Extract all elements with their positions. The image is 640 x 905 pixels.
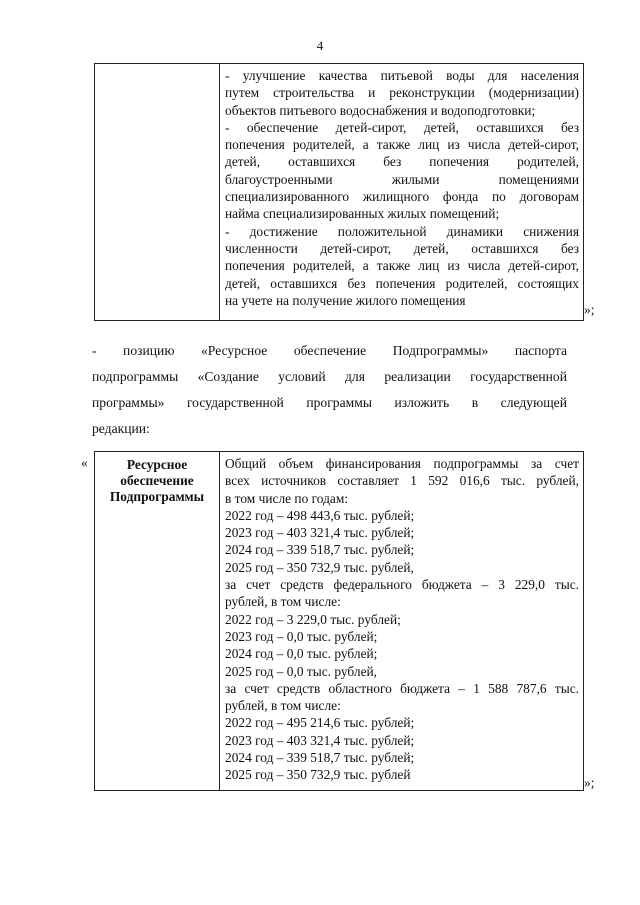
- resource-label-line: Подпрограммы: [109, 489, 205, 504]
- goals-text-line: найма специализированных жилых помещений;: [225, 206, 500, 222]
- goals-text-line: - обеспечение детей-сирот, детей, оставшихся без: [225, 119, 579, 135]
- paragraph-line: программы» государственной программы изложить в следующей: [92, 395, 567, 410]
- goals-text-line: - улучшение качества питьевой воды для населения: [225, 68, 579, 83]
- resource-text-line: 2023 год – 0,0 тыс. рублей;: [225, 628, 378, 644]
- resource-label-line: обеспечение: [120, 473, 194, 488]
- goals-text-line: специализированного жилищного фонда по договорам: [225, 189, 579, 205]
- resource-text-line: 2023 год – 403 321,4 тыс. рублей;: [225, 732, 415, 748]
- goals-text: [220, 64, 583, 309]
- resource-text-line: 2025 год – 0,0 тыс. рублей,: [225, 663, 378, 679]
- resource-text-line: 2024 год – 339 518,7 тыс. рублей;: [225, 750, 415, 766]
- goals-text-line: - достижение положительной динамики снижения: [225, 223, 579, 239]
- resource-text-line: в том числе по годам:: [225, 490, 349, 506]
- resource-text-line: 2025 год – 350 732,9 тыс. рублей: [225, 767, 411, 783]
- goals-text-line: путем строительства и реконструкции (модернизации): [225, 85, 579, 101]
- closing-quote-1: »;: [584, 302, 595, 317]
- resource-text-line: всех источников составляет 1 592 016,6 тыс. рублей,: [225, 473, 579, 489]
- resource-text: [220, 452, 583, 784]
- amendment-paragraph: [92, 338, 567, 442]
- goals-text-line: попечения родителей, а также лиц из числа детей-сирот,: [225, 258, 579, 274]
- resource-text-line: Общий объем финансирования подпрограммы за счет: [225, 456, 579, 471]
- resource-label: [95, 452, 219, 505]
- resource-text-line: за счет средств областного бюджета – 1 588 787,6 тыс.: [225, 680, 579, 696]
- goals-table: [94, 63, 584, 321]
- resource-text-line: 2022 год – 495 214,6 тыс. рублей;: [225, 715, 415, 731]
- page-number: 4: [316, 38, 324, 53]
- resource-text-line: 2025 год – 350 732,9 тыс. рублей,: [225, 559, 414, 575]
- goals-text-line: попечения родителей, а также лиц из числа детей-сирот,: [225, 137, 579, 153]
- goals-text-line: объектов питьевого водоснабжения и водоподготовки;: [225, 102, 536, 118]
- resource-label-line: Ресурсное: [126, 457, 188, 472]
- resource-text-line: 2022 год – 3 229,0 тыс. рублей;: [225, 611, 401, 627]
- resource-text-line: 2024 год – 0,0 тыс. рублей;: [225, 646, 378, 662]
- goals-text-line: на учете на получение жилого помещения: [225, 292, 466, 308]
- resource-text-line: 2023 год – 403 321,4 тыс. рублей;: [225, 525, 415, 541]
- paragraph-line: подпрограммы «Создание условий для реализации государственной: [92, 369, 567, 384]
- paragraph-line: - позицию «Ресурсное обеспечение Подпрограммы» паспорта: [92, 343, 567, 358]
- resource-table: [94, 451, 584, 791]
- resource-text-line: 2022 год – 498 443,6 тыс. рублей;: [225, 507, 415, 523]
- goals-text-line: детей, оставшихся без попечения родителей,: [225, 154, 579, 170]
- closing-quote-2: »;: [584, 775, 595, 790]
- goals-table-text-cell: [220, 64, 584, 321]
- resource-label-cell: [95, 452, 220, 791]
- goals-text-line: благоустроенными жилыми помещениями: [225, 171, 579, 187]
- goals-text-line: численности детей-сирот, детей, оставшихся без: [225, 240, 579, 256]
- resource-text-line: рублей, в том числе:: [225, 698, 341, 714]
- resource-text-line: рублей, в том числе:: [225, 594, 341, 610]
- resource-text-line: 2024 год – 339 518,7 тыс. рублей;: [225, 542, 415, 558]
- resource-text-line: за счет средств федерального бюджета – 3 229,0 тыс.: [225, 577, 579, 593]
- opening-quote-2: «: [81, 455, 88, 470]
- paragraph-line: редакции:: [92, 421, 150, 436]
- goals-text-line: детей, оставшихся без попечения родителей, состоящих: [225, 275, 579, 291]
- goals-table-empty-cell: [95, 64, 220, 321]
- resource-text-cell: [220, 452, 584, 791]
